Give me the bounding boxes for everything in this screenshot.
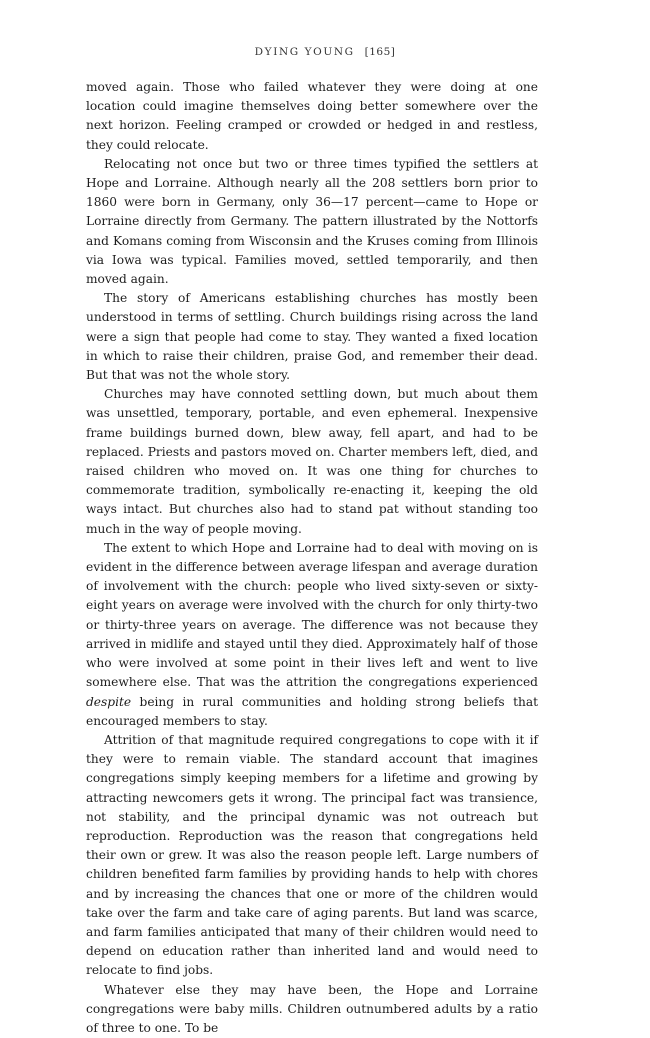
running-head	[0, 46, 650, 58]
page-number: [165]	[364, 46, 396, 58]
paragraph-text-after: being in rural communities and holding strong beliefs that encouraged members to stay.	[86, 694, 538, 728]
paragraph: The story of Americans establishing churches has mostly been understood in terms of settling. Church buildings rising across the land were a sign that people had come to stay. They wanted a fixed location in which to raise their children, praise God, and remember their dead. But that was not the whole story.	[86, 291, 538, 383]
body-text	[86, 78, 538, 1038]
paragraph-continued: moved again. Those who failed whatever they were doing at one location could imagine themselves doing better somewhere over the next horizon. Feeling cramped or crowded or hedged in and restless, they could relocate.	[86, 80, 538, 152]
chapter-title: DYING YOUNG	[254, 46, 355, 58]
paragraph: Attrition of that magnitude required congregations to cope with it if they were to remain viable. The standard account that imagines congregations simply keeping members for a lifetime and growing by attracting newcomers gets it wrong. The principal fact was transience, not stability, and the principal dynamic was not outreach but reproduction. Reproduction was the reason that congregations held their own or grew. It was also the reason people left. Large numbers of children benefited farm families by providing hands to help with chores and by increasing the chances that one or more of the children would take over the farm and take care of aging parents. But land was scarce, and farm families anticipated that many of their children would need to depend on education rather than inherited land and would need to relocate to find jobs.	[86, 732, 538, 978]
paragraph-text-before: The extent to which Hope and Lorraine had to deal with moving on is evident in the difference between average lifespan and average duration of involvement with the church: people who lived sixty-seven or sixty-eight years on average were involved with the church for only thirty-two or thirty-three years on average. The difference was not because they arrived in midlife and stayed until they died. Approximately half of those who were involved at some point in their lives left and went to live somewhere else. That was the attrition the congregations experienced	[86, 540, 538, 690]
paragraph: Relocating not once but two or three times typified the settlers at Hope and Lorraine. Although nearly all the 208 settlers born prior to 1860 were born in Germany, only 36—17 percent—came to Hope or Lorraine directly from Germany. The pattern illustrated by the Nottorfs and Komans coming from Wisconsin and the Kruses coming from Illinois via Iowa was typical. Families moved, settled temporarily, and then moved again.	[86, 156, 538, 287]
paragraph-with-emphasis	[86, 539, 538, 731]
emphasized-word: despite	[86, 694, 132, 709]
paragraph: Churches may have connoted settling down, but much about them was unsettled, temporary, portable, and even ephemeral. Inexpensive frame buildings burned down, blew away, fell apart, and had to be replaced. Priests and pastors moved on. Charter members left, died, and raised children who moved on. It was one thing for churches to commemorate tradition, symbolically re-enacting it, keeping the old ways intact. But churches also had to stand pat without standing too much in the way of people moving.	[86, 387, 538, 536]
paragraph: Whatever else they may have been, the Hope and Lorraine congregations were baby mills. Children outnumbered adults by a ratio of three to one. To be	[86, 982, 538, 1035]
